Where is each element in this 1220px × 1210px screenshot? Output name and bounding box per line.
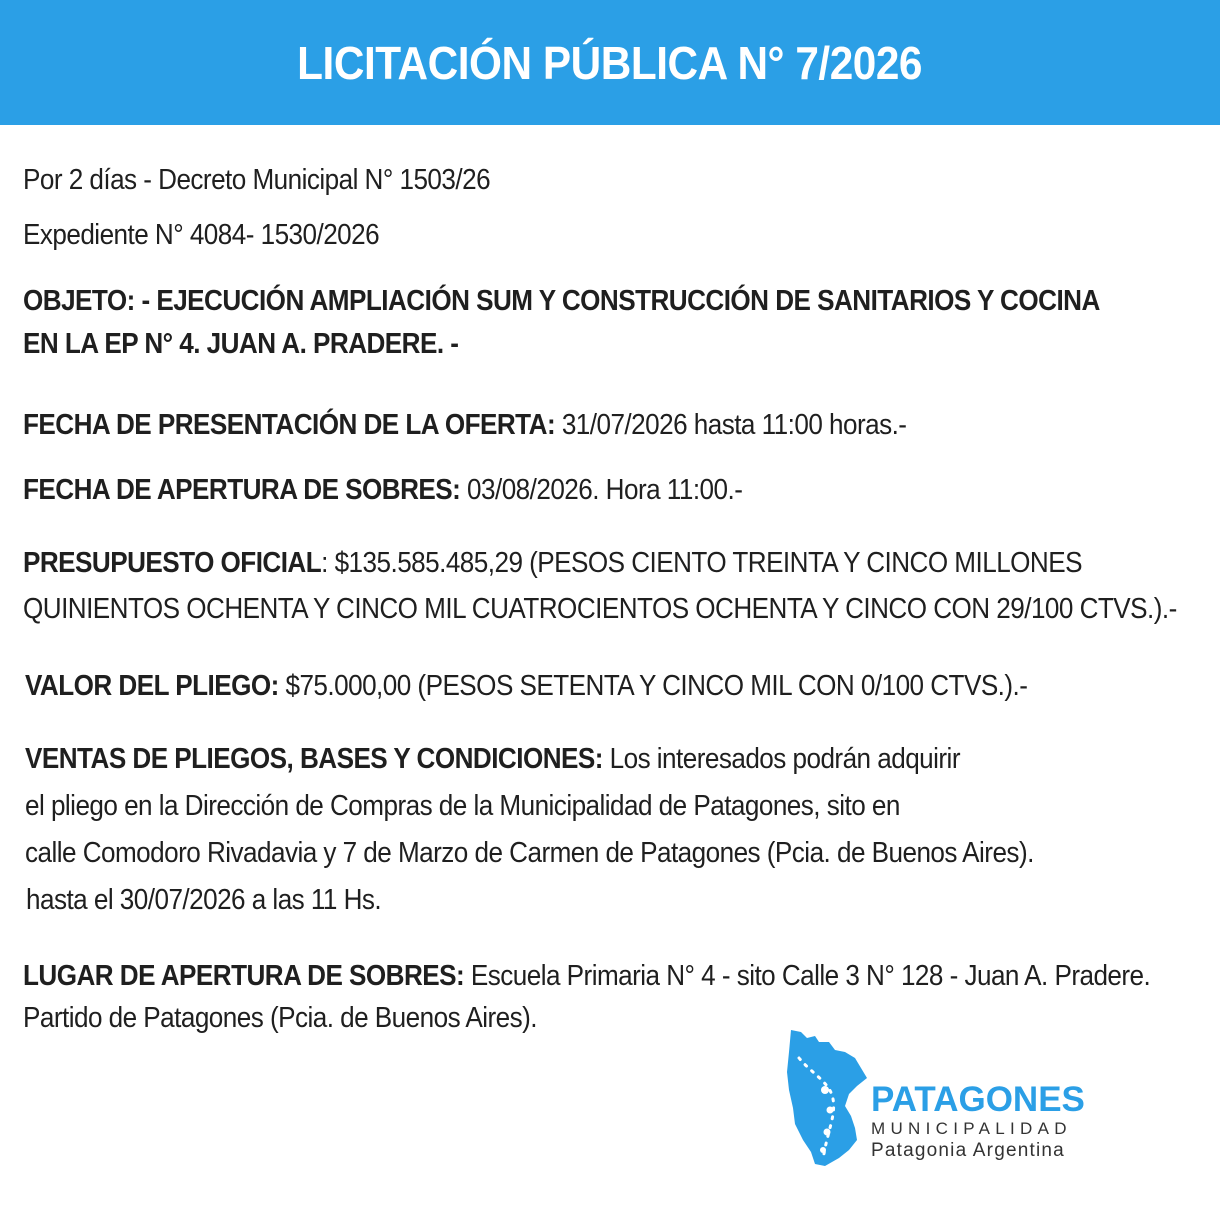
presupuesto-line-1	[23, 549, 1082, 578]
pliego-label: VALOR DEL PLIEGO:	[25, 670, 279, 702]
presentacion-value: 31/07/2026 hasta 11:00 horas.-	[555, 409, 907, 441]
logo-tagline: Patagonia Argentina	[871, 1140, 1065, 1161]
ventas-line-1	[25, 745, 960, 774]
presupuesto-value: : $135.585.485,29 (PESOS CIENTO TREINTA Y CINCO MILLONES	[321, 547, 1082, 579]
pliego-line	[25, 672, 1027, 701]
apertura-value: 03/08/2026. Hora 11:00.-	[460, 474, 743, 506]
apertura-line	[23, 476, 742, 505]
lugar-line-1	[23, 962, 1150, 991]
header-banner	[0, 0, 1220, 125]
patagones-logo	[785, 1028, 1115, 1170]
ventas-value: Los interesados podrán adquirir	[602, 743, 960, 775]
lugar-label: LUGAR DE APERTURA DE SOBRES:	[23, 960, 465, 992]
lugar-line-2: Partido de Patagones (Pcia. de Buenos Aires).	[23, 1002, 537, 1034]
logo-subtitle: MUNICIPALIDAD	[871, 1119, 1072, 1138]
ventas-line-3: calle Comodoro Rivadavia y 7 de Marzo de Carmen de Patagones (Pcia. de Buenos Aires).	[25, 837, 1034, 869]
expediente-line: Expediente N° 4084- 1530/2026	[23, 219, 380, 251]
page-title: LICITACIÓN PÚBLICA N° 7/2026	[297, 36, 923, 89]
objeto-line-2: EN LA EP N° 4. JUAN A. PRADERE. -	[23, 328, 459, 360]
presentacion-line	[23, 411, 906, 440]
ventas-label: VENTAS DE PLIEGOS, BASES Y CONDICIONES:	[25, 743, 603, 775]
lugar-value: Escuela Primaria N° 4 - sito Calle 3 N° 128 - Juan A. Pradere.	[464, 960, 1151, 992]
presupuesto-label: PRESUPUESTO OFICIAL	[23, 547, 322, 579]
patagones-map-icon	[785, 1028, 871, 1170]
logo-name: PATAGONES	[871, 1080, 1085, 1119]
ventas-line-4: hasta el 30/07/2026 a las 11 Hs.	[26, 884, 382, 916]
presupuesto-line-2: QUINIENTOS OCHENTA Y CINCO MIL CUATROCIENTOS OCHENTA Y CINCO CON 29/100 CTVS.).-	[23, 593, 1177, 625]
decreto-line: Por 2 días - Decreto Municipal N° 1503/26	[23, 164, 491, 196]
objeto-line-1: OBJETO: - EJECUCIÓN AMPLIACIÓN SUM Y CONSTRUCCIÓN DE SANITARIOS Y COCINA	[23, 285, 1100, 317]
presentacion-label: FECHA DE PRESENTACIÓN DE LA OFERTA:	[23, 409, 556, 441]
ventas-line-2: el pliego en la Dirección de Compras de la Municipalidad de Patagones, sito en	[25, 790, 900, 822]
apertura-label: FECHA DE APERTURA DE SOBRES:	[23, 474, 461, 506]
pliego-value: $75.000,00 (PESOS SETENTA Y CINCO MIL CON 0/100 CTVS.).-	[278, 670, 1028, 702]
